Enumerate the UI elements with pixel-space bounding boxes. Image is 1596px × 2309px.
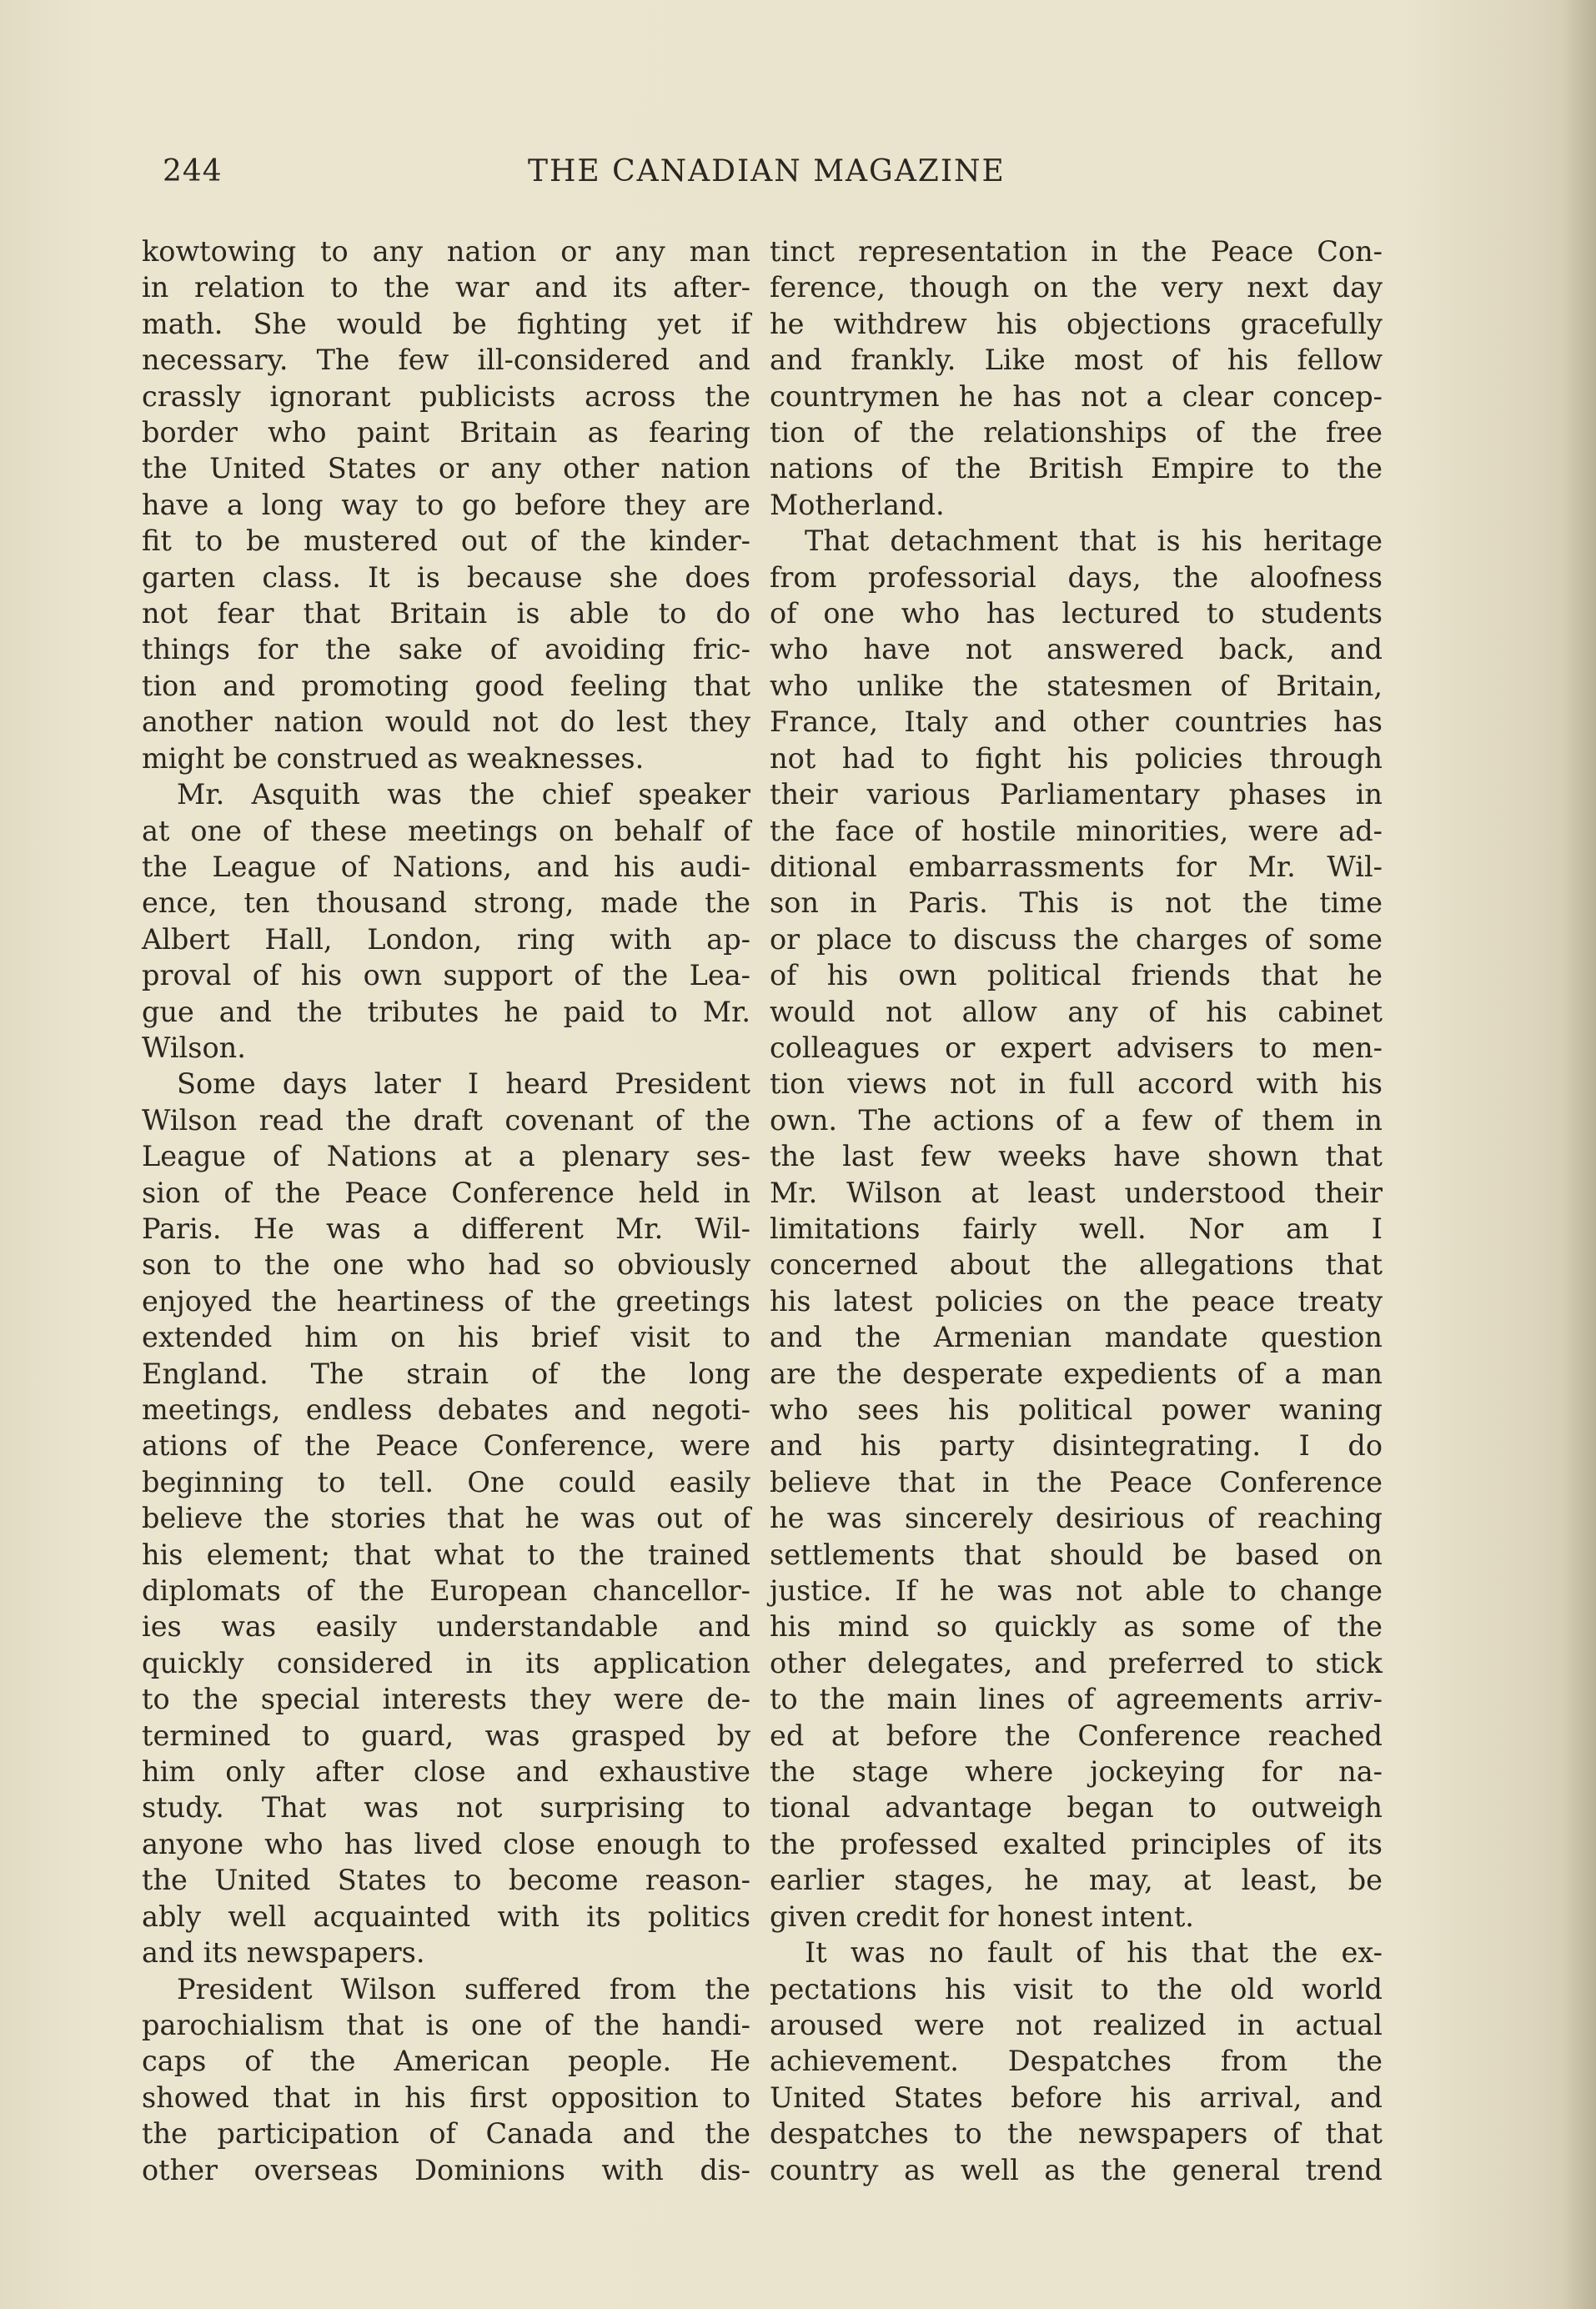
text-line: necessary. The few ill-considered and — [142, 344, 750, 377]
text-line: ed at before the Conference reached — [770, 1719, 1383, 1752]
text-line: the last few weeks have shown that — [770, 1140, 1383, 1173]
text-line: tion and promoting good feeling that — [142, 669, 750, 702]
text-line: pectations his visit to the old world — [770, 1972, 1383, 2005]
text-line: son in Paris. This is not the time — [770, 886, 1383, 920]
text-line: to the special interests they were de- — [142, 1683, 750, 1716]
text-line: from professorial days, the aloofness — [770, 560, 1383, 594]
text-line: countrymen he has not a clear concep- — [770, 379, 1383, 413]
text-line: tion views not in full accord with his — [770, 1067, 1383, 1101]
text-line: aroused were not realized in actual — [770, 2008, 1383, 2041]
text-line: of one who has lectured to students — [770, 597, 1383, 630]
text-line: the United States to become reason- — [142, 1864, 750, 1897]
text-line: France, Italy and other countries has — [770, 705, 1383, 739]
text-line: his mind so quickly as some of the — [770, 1610, 1383, 1644]
right-text-column — [770, 233, 1383, 2188]
text-line: believe the stories that he was out of — [142, 1502, 750, 1535]
text-line: concerned about the allegations that — [770, 1248, 1383, 1282]
text-line: his latest policies on the peace treaty — [770, 1284, 1383, 1318]
text-line: would not allow any of his cabinet — [770, 995, 1383, 1028]
text-line: proval of his own support of the Lea- — [142, 959, 750, 992]
text-line: the participation of Canada and the — [142, 2117, 750, 2151]
text-line: other delegates, and preferred to stick — [770, 1646, 1383, 1679]
text-line: anyone who has lived close enough to — [142, 1827, 750, 1860]
text-line: the United States or any other nation — [142, 452, 750, 485]
text-line: ditional embarrassments for Mr. Wil- — [770, 850, 1383, 883]
text-line: tinct representation in the Peace Con- — [770, 235, 1383, 268]
text-line: might be construed as weaknesses. — [142, 741, 645, 775]
text-line: fit to be mustered out of the kinder- — [142, 525, 750, 558]
text-line: other overseas Dominions with dis- — [142, 2153, 750, 2186]
text-line: limitations fairly well. Nor am I — [770, 1212, 1383, 1245]
text-line: the League of Nations, and his audi- — [142, 850, 750, 883]
text-line: It was no fault of his that the ex- — [805, 1936, 1383, 1970]
text-line: not had to fight his policies through — [770, 741, 1383, 775]
text-line: Albert Hall, London, ring with ap- — [142, 922, 750, 956]
text-line: in relation to the war and its after- — [142, 271, 750, 304]
text-line: extended him on his brief visit to — [142, 1321, 750, 1354]
text-line: justice. If he was not able to change — [770, 1574, 1383, 1608]
text-line: League of Nations at a plenary ses- — [142, 1140, 750, 1173]
text-line: settlements that should be based on — [770, 1538, 1383, 1571]
running-head — [163, 154, 1046, 196]
text-line: meetings, endless debates and negoti- — [142, 1393, 750, 1426]
text-line: sion of the Peace Conference held in — [142, 1176, 750, 1209]
text-line: have a long way to go before they are — [142, 488, 750, 521]
text-line: math. She would be fighting yet if — [142, 307, 750, 340]
text-line: at one of these meetings on behalf of — [142, 814, 750, 847]
text-line: he was sincerely desirious of reaching — [770, 1502, 1383, 1535]
text-line: Mr. Wilson at least understood their — [770, 1176, 1383, 1209]
text-line: tional advantage began to outweigh — [770, 1791, 1383, 1825]
text-line: crassly ignorant publicists across the — [142, 379, 750, 413]
text-line: study. That was not surprising to — [142, 1791, 750, 1825]
text-line: own. The actions of a few of them in — [770, 1103, 1383, 1137]
text-line: achievement. Despatches from the — [770, 2045, 1383, 2078]
text-line: That detachment that is his heritage — [805, 525, 1383, 558]
text-line: and frankly. Like most of his fellow — [770, 344, 1383, 377]
magazine-title: THE CANADIAN MAGAZINE — [528, 154, 1006, 188]
text-line: earlier stages, he may, at least, be — [770, 1864, 1383, 1897]
text-line: garten class. It is because she does — [142, 560, 750, 594]
text-line: believe that in the Peace Conference — [770, 1465, 1383, 1498]
text-line: he withdrew his objections gracefully — [770, 307, 1383, 340]
text-line: nations of the British Empire to the — [770, 452, 1383, 485]
text-line: the professed exalted principles of its — [770, 1827, 1383, 1860]
text-line: the stage where jockeying for na- — [770, 1755, 1383, 1789]
text-line: President Wilson suffered from the — [177, 1972, 750, 2005]
text-line: quickly considered in its application — [142, 1646, 750, 1679]
text-line: their various Parliamentary phases in — [770, 778, 1383, 811]
text-line: United States before his arrival, and — [770, 2081, 1383, 2114]
text-line: another nation would not do lest they — [142, 705, 750, 739]
text-line: ations of the Peace Conference, were — [142, 1429, 750, 1463]
text-line: who unlike the statesmen of Britain, — [770, 669, 1383, 702]
text-line: diplomats of the European chancellor- — [142, 1574, 750, 1608]
text-line: showed that in his first opposition to — [142, 2081, 750, 2114]
text-line: Some days later I heard President — [177, 1067, 750, 1101]
text-line: colleagues or expert advisers to men- — [770, 1031, 1383, 1064]
left-text-column — [142, 233, 750, 2188]
text-line: Wilson. — [142, 1031, 246, 1064]
text-line: country as well as the general trend — [770, 2153, 1383, 2186]
text-line: things for the sake of avoiding fric- — [142, 633, 750, 666]
page-edge-shadow — [1563, 0, 1596, 2309]
text-line: who sees his political power waning — [770, 1393, 1383, 1426]
text-line: border who paint Britain as fearing — [142, 416, 750, 449]
text-line: kowtowing to any nation or any man — [142, 235, 750, 268]
text-line: son to the one who had so obviously — [142, 1248, 750, 1282]
text-line: ies was easily understandable and — [142, 1610, 750, 1644]
text-line: tion of the relationships of the free — [770, 416, 1383, 449]
text-line: him only after close and exhaustive — [142, 1755, 750, 1789]
text-line: of his own political friends that he — [770, 959, 1383, 992]
text-line: Mr. Asquith was the chief speaker — [177, 778, 750, 811]
text-line: and its newspapers. — [142, 1936, 425, 1970]
text-line: and his party disintegrating. I do — [770, 1429, 1383, 1463]
text-line: termined to guard, was grasped by — [142, 1719, 750, 1752]
text-line: despatches to the newspapers of that — [770, 2117, 1383, 2151]
text-line: to the main lines of agreements arriv- — [770, 1683, 1383, 1716]
text-line: or place to discuss the charges of some — [770, 922, 1383, 956]
text-line: caps of the American people. He — [142, 2045, 750, 2078]
text-line: Paris. He was a different Mr. Wil- — [142, 1212, 750, 1245]
text-line: England. The strain of the long — [142, 1357, 750, 1390]
text-line: given credit for honest intent. — [770, 1900, 1194, 1933]
text-line: are the desperate expedients of a man — [770, 1357, 1383, 1390]
text-line: his element; that what to the trained — [142, 1538, 750, 1571]
text-line: ence, ten thousand strong, made the — [142, 886, 750, 920]
text-line: parochialism that is one of the handi- — [142, 2008, 750, 2041]
text-line: ably well acquainted with its politics — [142, 1900, 750, 1933]
text-line: not fear that Britain is able to do — [142, 597, 750, 630]
text-line: gue and the tributes he paid to Mr. — [142, 995, 750, 1028]
page-number: 244 — [163, 154, 223, 188]
text-line: the face of hostile minorities, were ad- — [770, 814, 1383, 847]
text-line: beginning to tell. One could easily — [142, 1465, 750, 1498]
text-line: enjoyed the heartiness of the greetings — [142, 1284, 750, 1318]
text-line: ference, though on the very next day — [770, 271, 1383, 304]
text-line: Motherland. — [770, 488, 945, 521]
text-line: who have not answered back, and — [770, 633, 1383, 666]
text-line: and the Armenian mandate question — [770, 1321, 1383, 1354]
text-line: Wilson read the draft covenant of the — [142, 1103, 750, 1137]
